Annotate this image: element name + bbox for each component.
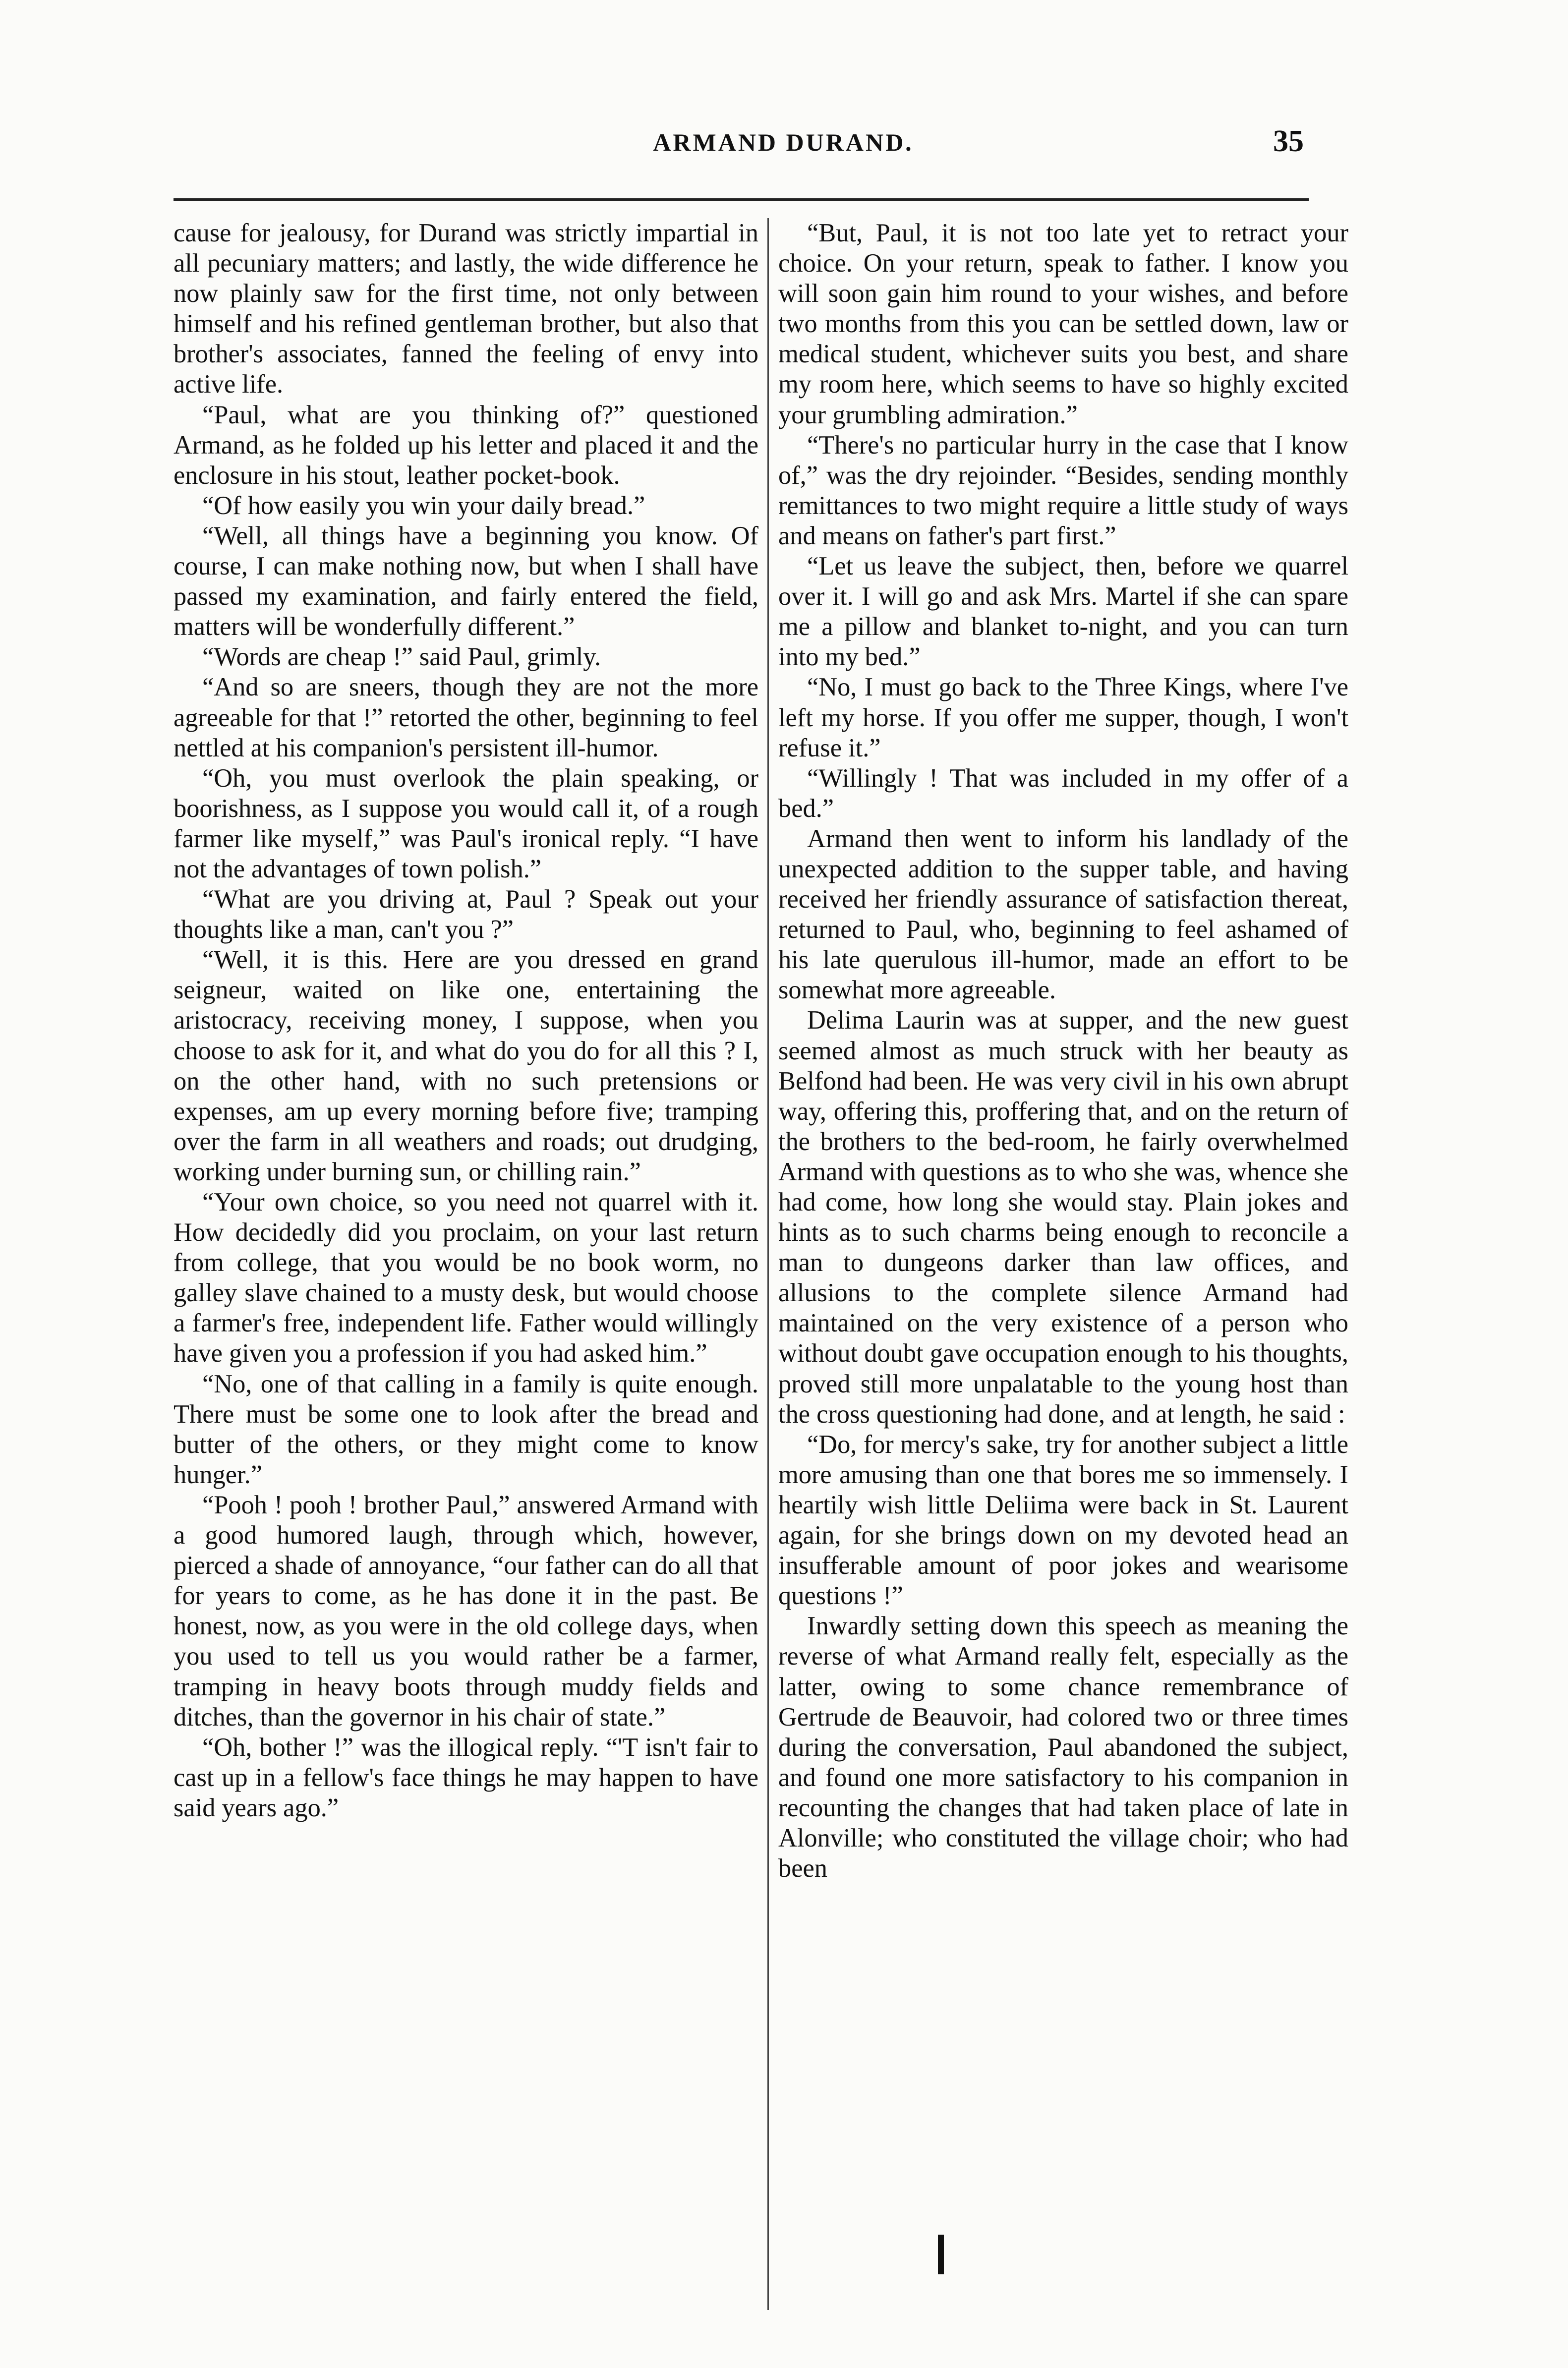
paragraph: “Pooh ! pooh ! brother Paul,” answered Armand with a good humored laugh, through which, however, pierced a shade of annoyance, “our father can do all that for years to come, as he has done it in the past. Be honest, now, as you were in the old college days, when you used to tell us you would rather be a farmer, tramping in heavy boots through muddy fields and ditches, than the governor in his chair of state.” xyxy=(174,1490,758,1732)
paragraph: “Well, it is this. Here are you dressed en grand seigneur, waited on like one, entertaining the aristocracy, receiving money, I suppose, when you choose to ask for it, and what do you do for all this ? I, on the other hand, with no such pretensions or expenses, am up every morning before five; tramping over the farm in all weathers and roads; out drudging, working under burning sun, or chilling rain.” xyxy=(174,945,758,1186)
left-column xyxy=(174,218,758,1823)
paragraph: “Your own choice, so you need not quarrel with it. How decidedly did you proclaim, on your last return from college, that you would be no book worm, no galley slave chained to a musty desk, but would choose a farmer's free, independent life. Father would willingly have given you a profession if you had asked him.” xyxy=(174,1188,758,1368)
paragraph: “Of how easily you win your daily bread.” xyxy=(202,491,645,520)
paragraph: “Words are cheap !” said Paul, grimly. xyxy=(202,642,601,672)
paragraph: “Willingly ! That was included in my offer of a bed.” xyxy=(778,763,1348,823)
paragraph: “No, one of that calling in a family is quite enough. There must be some one to look after the bread and butter of the others, or they might come to know hunger.” xyxy=(174,1369,758,1489)
paragraph: Delima Laurin was at supper, and the new guest seemed almost as much struck with her beauty as Belfond had been. He was very civil in his own abrupt way, offering this, proffering that, and on the return of the brothers to the bed-room, he fairly overwhelmed Armand with questions as to who she was, whence she had come, how long she would stay. Plain jokes and hints as to such charms being enough to reconcile a man to dungeons darker than law offices, and allusions to the complete silence Armand had maintained on the very existence of a person who without doubt gave occupation enough to his thoughts, proved still more unpalatable to the young host than the cross questioning had done, and at length, he said : xyxy=(778,1006,1348,1429)
paragraph: “Let us leave the subject, then, before we quarrel over it. I will go and ask Mrs. Martel if she can spare me a pillow and blanket to-night, and you can turn into my bed.” xyxy=(778,552,1348,672)
right-column xyxy=(778,218,1348,1884)
paragraph: Inwardly setting down this speech as meaning the reverse of what Armand really felt, especially as the latter, owing to some chance remembrance of Gertrude de Beauvoir, had colored two or three times during the conversation, Paul abandoned the subject, and found one more satisfactory to his companion in recounting the changes that had taken place of late in Alonville; who constituted the village choir; who had been xyxy=(778,1612,1348,1883)
header-rule xyxy=(174,198,1309,201)
paragraph: “Paul, what are you thinking of?” questioned Armand, as he folded up his letter and placed it and the enclosure in his stout, leather pocket-book. xyxy=(174,400,758,490)
paragraph: “But, Paul, it is not too late yet to retract your choice. On your return, speak to father. I know you will soon gain him round to your wishes, and before two months from this you can be settled down, law or medical student, whichever suits you best, and share my room here, which seems to have so highly excited your grumbling admiration.” xyxy=(778,219,1348,429)
paragraph: “Oh, you must overlook the plain speaking, or boorishness, as I suppose you would call it, of a rough farmer like myself,” was Paul's ironical reply. “I have not the advantages of town polish.” xyxy=(174,763,758,883)
column-divider xyxy=(767,218,769,2310)
paragraph: “There's no particular hurry in the case that I know of,” was the dry rejoinder. “Besides, sending monthly remittances to two might require a little study of ways and means on father's part first.” xyxy=(778,430,1348,550)
running-head: ARMAND DURAND. xyxy=(653,128,914,156)
paragraph: “No, I must go back to the Three Kings, where I've left my horse. If you offer me supper, though, I won't refuse it.” xyxy=(778,673,1348,762)
printer-mark xyxy=(938,2235,944,2274)
paragraph: “Do, for mercy's sake, try for another subject a little more amusing than one that bores me so immensely. I heartily wish little Deliima were back in St. Laurent again, for she brings down on my devoted head an insufferable amount of poor jokes and wearisome questions !” xyxy=(778,1430,1348,1611)
page-number: 35 xyxy=(1273,124,1304,158)
paragraph: “Well, all things have a beginning you know. Of course, I can make nothing now, but when I shall have passed my examination, and fairly entered the field, matters will be wonderfully different.” xyxy=(174,521,758,641)
paragraph: Armand then went to inform his landlady of the unexpected addition to the supper table, and having received her friendly assurance of satisfaction thereat, returned to Paul, who, beginning to feel ashamed of his late querulous ill-humor, made an effort to be somewhat more agreeable. xyxy=(778,824,1348,1005)
paragraph: “Oh, bother !” was the illogical reply. “'T isn't fair to cast up in a fellow's face things he may happen to have said years ago.” xyxy=(174,1733,758,1822)
paragraph: “And so are sneers, though they are not the more agreeable for that !” retorted the other, beginning to feel nettled at his companion's persistent ill-humor. xyxy=(174,673,758,762)
paragraph: cause for jealousy, for Durand was strictly impartial in all pecuniary matters; and lastly, the wide difference he now plainly saw for the first time, not only between himself and his refined gentleman brother, but also that brother's associates, fanned the feeling of envy into active life. xyxy=(174,219,758,399)
paragraph: “What are you driving at, Paul ? Speak out your thoughts like a man, can't you ?” xyxy=(174,885,758,944)
